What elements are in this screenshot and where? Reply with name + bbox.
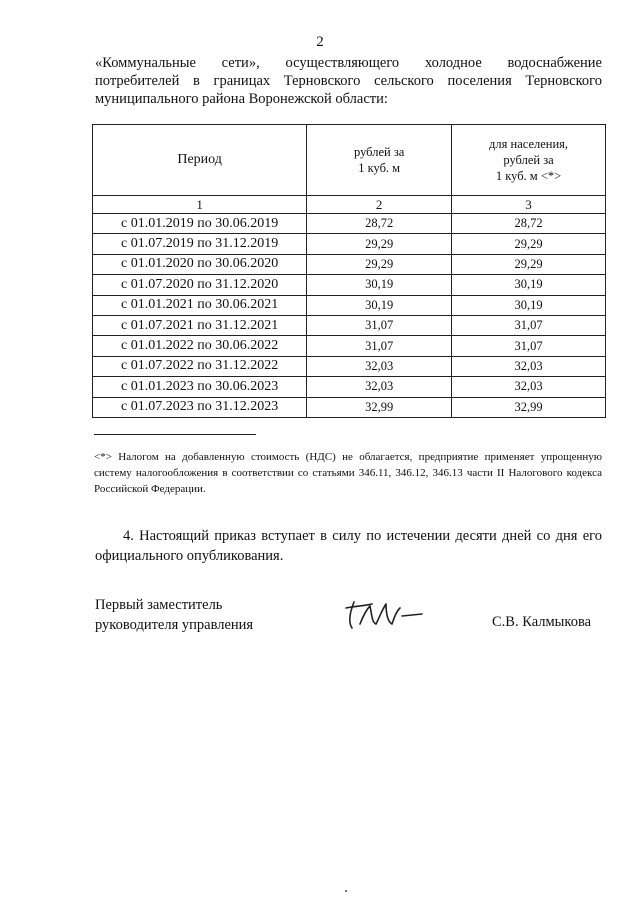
- population-cell: 29,29: [452, 234, 606, 254]
- period-cell: с 01.01.2021 по 30.06.2021: [93, 295, 307, 315]
- table-row: [93, 377, 606, 397]
- footnote-divider: [94, 434, 256, 435]
- period-cell: с 01.07.2023 по 31.12.2023: [93, 397, 307, 417]
- table-row: [93, 397, 606, 417]
- intro-line-1: «Коммунальные сети», осуществляющего холодное водоснабжение: [95, 55, 602, 71]
- table-row: [93, 295, 606, 315]
- table-row: [93, 275, 606, 295]
- rubles-cell: 30,19: [307, 295, 452, 315]
- header-rubles-line2: 1 куб. м: [358, 161, 401, 175]
- intro-line-2: потребителей в границах Терновского сельского поселения Терновского: [95, 73, 602, 89]
- header-population: [452, 125, 606, 196]
- population-cell: 31,07: [452, 336, 606, 356]
- rubles-cell: 32,03: [307, 356, 452, 376]
- header-rubles-line1: рублей за: [354, 145, 405, 159]
- population-cell: 30,19: [452, 295, 606, 315]
- table-row: [93, 356, 606, 376]
- table-row: [93, 234, 606, 254]
- period-cell: с 01.07.2021 по 31.12.2021: [93, 315, 307, 335]
- column-number-2: 2: [307, 196, 452, 214]
- header-population-line1: для населения,: [489, 137, 569, 151]
- table-row: [93, 336, 606, 356]
- paragraph-4: 4. Настоящий приказ вступает в силу по истечении десяти дней со дня его официального опубликования.: [95, 528, 602, 564]
- rubles-cell: 29,29: [307, 234, 452, 254]
- tariff-table: [92, 124, 606, 418]
- scan-dot: [345, 890, 347, 892]
- rubles-cell: 31,07: [307, 336, 452, 356]
- population-cell: 29,29: [452, 254, 606, 274]
- period-cell: с 01.07.2019 по 31.12.2019: [93, 234, 307, 254]
- rubles-cell: 30,19: [307, 275, 452, 295]
- intro-paragraph: [95, 54, 602, 108]
- header-period: Период: [93, 125, 307, 196]
- period-cell: с 01.01.2019 по 30.06.2019: [93, 214, 307, 234]
- rubles-cell: 28,72: [307, 214, 452, 234]
- population-cell: 28,72: [452, 214, 606, 234]
- table-row: [93, 214, 606, 234]
- table-row: [93, 315, 606, 335]
- page-number: 2: [316, 34, 324, 50]
- period-cell: с 01.07.2022 по 31.12.2022: [93, 356, 307, 376]
- footnote: <*> Налогом на добавленную стоимость (НДС) не облагается, предприятие применяет упрощенную систему налогообложения в соответствии со статьями 346.11, 346.12, 346.13 части II Налогового кодекса Российской Федерации.: [94, 451, 602, 495]
- signatory-title-line2: руководителя управления: [95, 617, 254, 633]
- population-cell: 32,03: [452, 356, 606, 376]
- signatory-title: [95, 595, 253, 635]
- handwritten-signature: [342, 594, 430, 634]
- period-cell: с 01.01.2022 по 30.06.2022: [93, 336, 307, 356]
- period-cell: с 01.07.2020 по 31.12.2020: [93, 275, 307, 295]
- column-number-1: 1: [93, 196, 307, 214]
- population-cell: 32,99: [452, 397, 606, 417]
- signatory-title-line1: Первый заместитель: [95, 597, 223, 613]
- rubles-cell: 32,03: [307, 377, 452, 397]
- table-row: [93, 254, 606, 274]
- header-population-line2: рублей за: [503, 153, 554, 167]
- signatory-name: С.В. Калмыкова: [492, 614, 592, 630]
- header-population-line3: 1 куб. м <*>: [495, 169, 562, 183]
- header-rubles: [307, 125, 452, 196]
- population-cell: 31,07: [452, 315, 606, 335]
- column-number-3: 3: [452, 196, 606, 214]
- period-cell: с 01.01.2020 по 30.06.2020: [93, 254, 307, 274]
- rubles-cell: 31,07: [307, 315, 452, 335]
- period-cell: с 01.01.2023 по 30.06.2023: [93, 377, 307, 397]
- intro-line-3: муниципального района Воронежской области:: [95, 91, 388, 107]
- rubles-cell: 29,29: [307, 254, 452, 274]
- population-cell: 32,03: [452, 377, 606, 397]
- rubles-cell: 32,99: [307, 397, 452, 417]
- population-cell: 30,19: [452, 275, 606, 295]
